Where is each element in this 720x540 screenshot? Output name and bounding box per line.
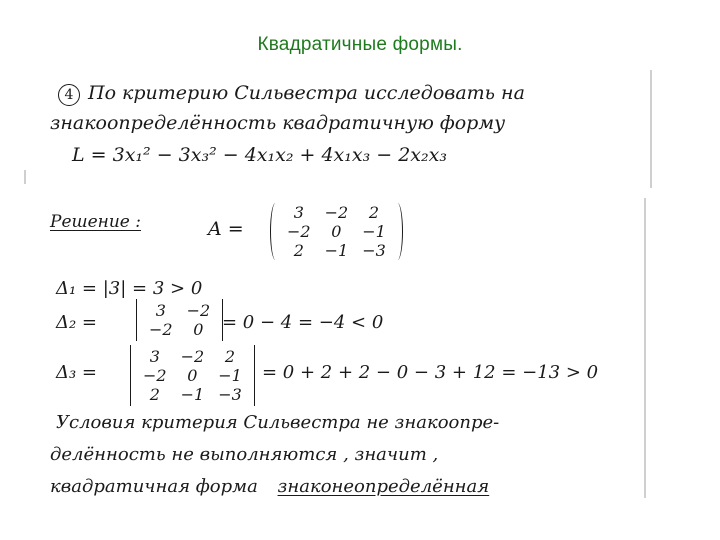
task-line-1 [58, 82, 525, 106]
scan-edge-top-right [650, 70, 652, 188]
conclusion-line-1: Условия критерия Сильвестра не знакоопре- [56, 412, 500, 433]
matrix-a-cell: 2 [368, 203, 380, 222]
conclusion-line-2: делённость не выполняются , значит , [50, 444, 439, 465]
conclusion-text-3: квадратичная форма [50, 476, 258, 497]
delta-3-cell: 2 [149, 385, 160, 404]
matrix-a-cell: −1 [362, 222, 386, 241]
delta-3-cell: 0 [187, 366, 198, 385]
task-text-1: По критерию Сильвестра исследовать на [88, 82, 525, 104]
delta-3-result: = 0 + 2 + 2 − 0 − 3 + 12 = −13 > 0 [262, 362, 599, 383]
scan-edge-bottom-right [644, 198, 646, 498]
matrix-a [280, 203, 393, 260]
delta-3-name: Δ₃ = [56, 362, 98, 383]
matrix-a-left-paren [270, 203, 281, 260]
delta-3-right-bar [254, 345, 255, 406]
delta-3-cell: 2 [224, 347, 236, 366]
matrix-a-cell: 2 [293, 241, 304, 260]
delta-3-cell: −1 [180, 385, 205, 404]
solution-label: Решение : [50, 212, 142, 232]
matrix-a-cell: −2 [324, 203, 349, 222]
delta-2-name: Δ₂ = [56, 312, 98, 333]
matrix-a-name: A = [208, 218, 244, 240]
scan-edge-left [24, 170, 26, 184]
matrix-a-cell: 0 [331, 222, 342, 241]
delta-1: Δ₁ = |3| = 3 > 0 [56, 278, 203, 299]
slide-title: Квадратичные формы. [257, 34, 463, 55]
delta-3-cell: −3 [218, 385, 242, 404]
matrix-a-cell: −3 [362, 241, 386, 260]
delta-3-table [136, 347, 249, 404]
matrix-a-table [280, 203, 393, 260]
delta-3-determinant [136, 347, 249, 404]
delta-3-cell: −2 [180, 347, 205, 366]
delta-2-result: = 0 − 4 = −4 < 0 [222, 312, 384, 333]
conclusion-line-3 [50, 476, 489, 497]
delta-2-cell: −2 [149, 320, 173, 339]
delta-2-cell: 0 [193, 320, 204, 339]
task-line-2: знакоопределённость квадратичную форму [50, 112, 506, 134]
task-number: 4 [58, 84, 80, 106]
task-formula: L = 3x₁² − 3x₃² − 4x₁x₂ + 4x₁x₃ − 2x₂x₃ [72, 144, 447, 166]
matrix-a-cell: −1 [324, 241, 349, 260]
matrix-a-cell: −2 [287, 222, 311, 241]
delta-2-left-bar [136, 299, 137, 341]
delta-3-cell: 3 [149, 347, 160, 366]
delta-3-left-bar [130, 345, 131, 406]
matrix-a-cell: 3 [293, 203, 304, 222]
delta-3-cell: −1 [218, 366, 242, 385]
delta-3-cell: −2 [143, 366, 167, 385]
delta-2-determinant [142, 301, 217, 339]
matrix-a-right-paren [392, 203, 403, 260]
conclusion-answer: знаконеопределённая [277, 476, 490, 497]
delta-2-cell: 3 [155, 301, 166, 320]
delta-2-cell: −2 [186, 301, 211, 320]
delta-2-table [142, 301, 217, 339]
